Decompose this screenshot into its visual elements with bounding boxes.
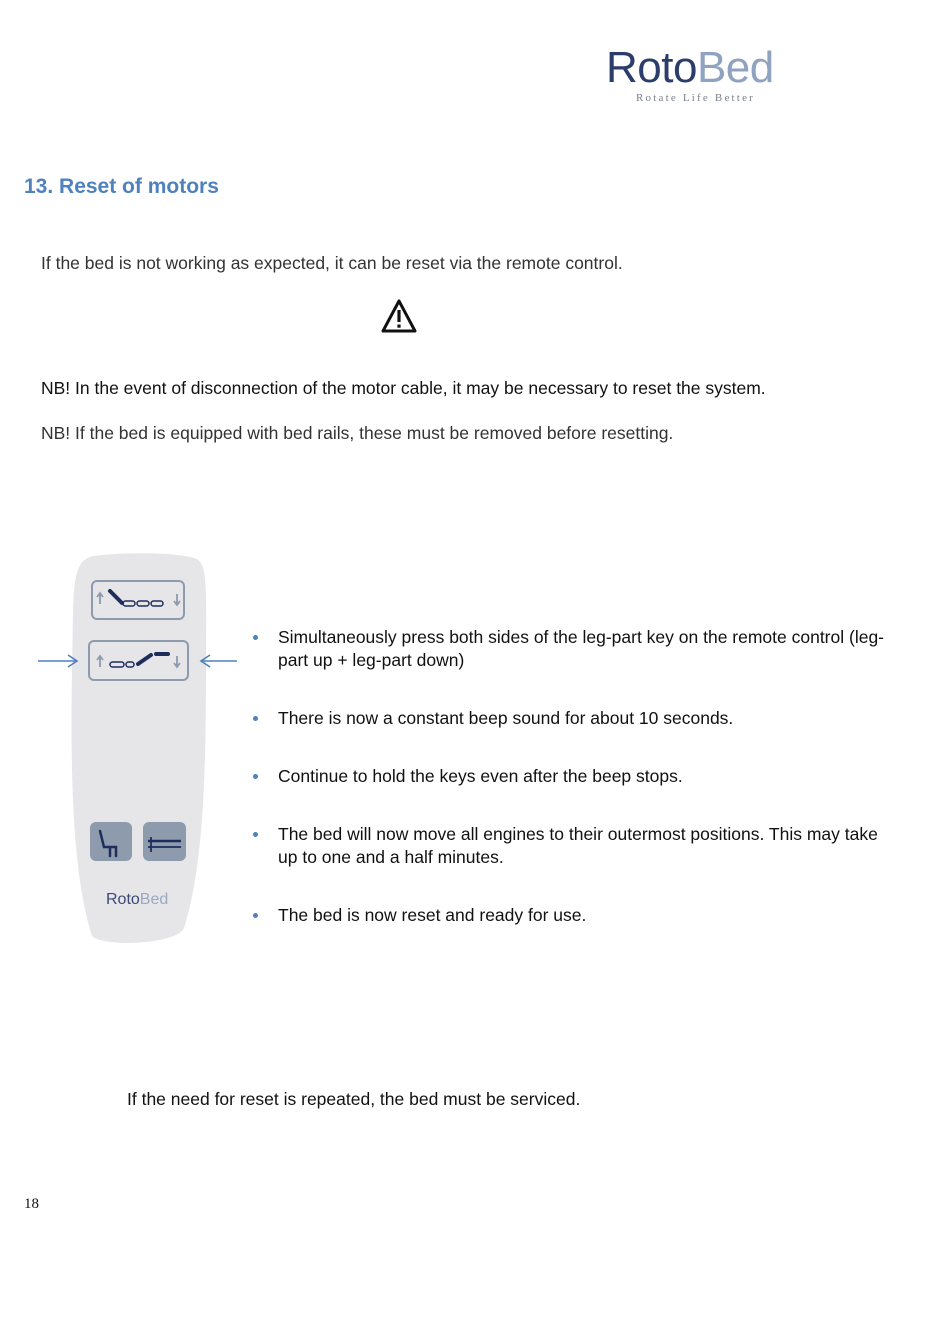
- step-text: The bed is now reset and ready for use.: [278, 905, 587, 925]
- flat-position-key: [143, 822, 186, 861]
- bullet-icon: [253, 832, 258, 837]
- list-item: [248, 904, 888, 927]
- list-item: [248, 765, 888, 788]
- section-heading: 13. Reset of motors: [24, 175, 219, 198]
- logo-roto: Roto: [606, 43, 697, 92]
- step-text: Continue to hold the keys even after the beep stops.: [278, 766, 683, 786]
- logo-bed: Bed: [696, 43, 774, 92]
- step-text: The bed will now move all engines to their outermost positions. This may take up to one and a half minutes.: [278, 824, 878, 867]
- step-text: Simultaneously press both sides of the leg-part key on the remote control (leg-part up + leg-part down): [278, 627, 885, 670]
- service-note: If the need for reset is repeated, the bed must be serviced.: [127, 1089, 581, 1109]
- intro-paragraph: If the bed is not working as expected, it can be reset via the remote control.: [41, 253, 623, 273]
- logo-wordmark: [606, 44, 796, 92]
- nb-motor-cable: NB! In the event of disconnection of the motor cable, it may be necessary to reset the system.: [41, 378, 766, 398]
- rotobed-logo: [606, 44, 796, 104]
- logo-tagline: Rotate Life Better: [636, 92, 756, 104]
- reset-steps-list: [248, 626, 888, 927]
- list-item: [248, 823, 888, 869]
- list-item: [248, 626, 888, 672]
- left-pointer-arrow: [38, 655, 77, 667]
- right-pointer-arrow: [201, 655, 237, 667]
- bullet-icon: [253, 913, 258, 918]
- list-item: [248, 707, 888, 730]
- bullet-icon: [253, 774, 258, 779]
- warning-icon: [380, 298, 418, 334]
- remote-control-illustration: [34, 550, 244, 952]
- bullet-icon: [253, 716, 258, 721]
- chair-position-key: [90, 822, 132, 861]
- bullet-icon: [253, 635, 258, 640]
- page-number: 18: [24, 1196, 39, 1212]
- step-text: There is now a constant beep sound for about 10 seconds.: [278, 708, 734, 728]
- remote-brand: RotoBed: [106, 891, 169, 908]
- nb-bed-rails: NB! If the bed is equipped with bed rails, these must be removed before resetting.: [41, 423, 674, 443]
